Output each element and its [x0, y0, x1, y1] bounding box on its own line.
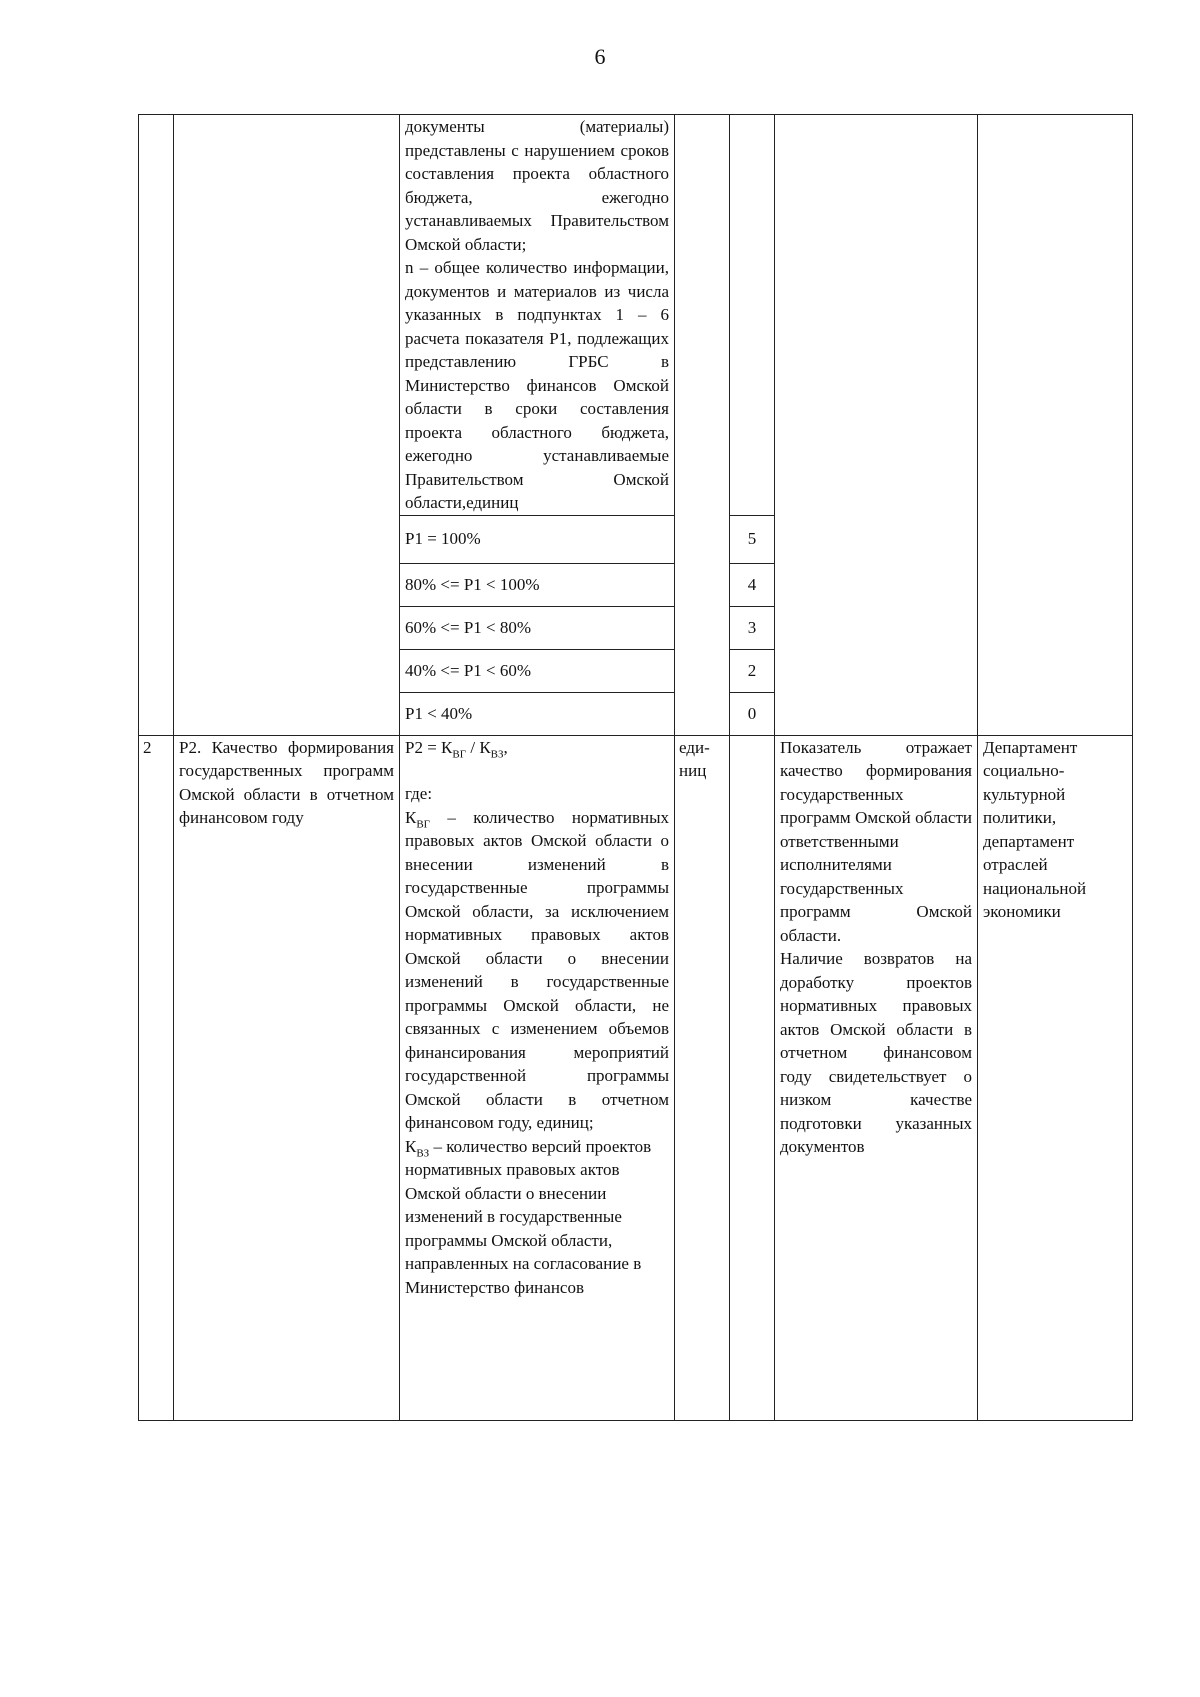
range-score: 5	[730, 515, 775, 563]
description-part-1: документы (материалы) представлены с нарушением сроков составления проекта областного бюджета, ежегодно устанавливаемых Правительством Омской области;	[405, 117, 669, 254]
row1-description-cell	[400, 115, 675, 516]
row2-responsible: Департамент социально-культурной политики, департамент отраслей национальной экономики	[978, 735, 1133, 1420]
page-number: 6	[594, 44, 606, 69]
range-score: 4	[730, 563, 775, 606]
range-score: 3	[730, 606, 775, 649]
row1-responsible-cell	[978, 115, 1133, 736]
row1-name-cell	[174, 115, 400, 736]
row2-unit: еди-ниц	[675, 735, 730, 1420]
indicators-table	[138, 114, 1133, 1421]
range-condition: 40% <= Р1 < 60%	[400, 649, 675, 692]
row2-indicator-name: Р2. Качество формирования государственных программ Омской области в отчетном финансовом году	[174, 735, 400, 1420]
range-condition: 60% <= Р1 < 80%	[400, 606, 675, 649]
row1-description-row	[139, 115, 1133, 516]
row2-score-empty	[730, 735, 775, 1420]
comment-part-2: Наличие возвратов на доработку проектов нормативных правовых актов Омской области в отчетном финансовом году свидетельствует о низком качестве подготовки указанных документов	[780, 949, 972, 1156]
range-condition: 80% <= Р1 < 100%	[400, 563, 675, 606]
formula: $Р2 = К_{ВГ} / К_{ВЗ}$,	[405, 737, 508, 760]
range-condition: Р1 = 100%	[400, 515, 675, 563]
range-score: 0	[730, 692, 775, 735]
range-score: 2	[730, 649, 775, 692]
row1-number-cell	[139, 115, 174, 736]
row2-comment-cell	[775, 735, 978, 1420]
row2	[139, 735, 1133, 1420]
comment-part-1: Показатель отражает качество формирования государственных программ Омской области ответственными исполнителями государственных программ Омской области.	[780, 737, 972, 945]
row1-comment-cell	[775, 115, 978, 736]
where-label: где:	[405, 784, 433, 803]
row1-score-empty-cell	[730, 115, 775, 516]
description-part-2: n – общее количество информации, документов и материалов из числа указанных в подпунктах 1 – 6 расчета показателя Р1, подлежащих представлению ГРБС в Министерство финансов Омской области в сроки составления проекта областного бюджета, ежегодно устанавливаемые Правительством Омской области,единиц	[405, 258, 669, 512]
row2-formula-cell	[400, 735, 675, 1420]
kvg-definition: $К_{ВГ}$ – количество нормативных правовых актов Омской области о внесении изменений в государственные программы Омской области, за исключением нормативных правовых актов Омской области о внесении изменений в государственные программы Омской области, не связанных с изменением объемов финансирования мероприятий государственной программы Омской области в отчетном финансовом году, единиц;	[405, 807, 669, 1132]
row1-unit-cell	[675, 115, 730, 736]
kvz-definition: $К_{ВЗ}$ – количество версий проектов нормативных правовых актов Омской области о внесении изменений в государственные программы Омской области, направленных на согласование в Министерство финансов	[405, 1136, 652, 1297]
row2-number: 2	[139, 735, 174, 1420]
range-condition: Р1 < 40%	[400, 692, 675, 735]
